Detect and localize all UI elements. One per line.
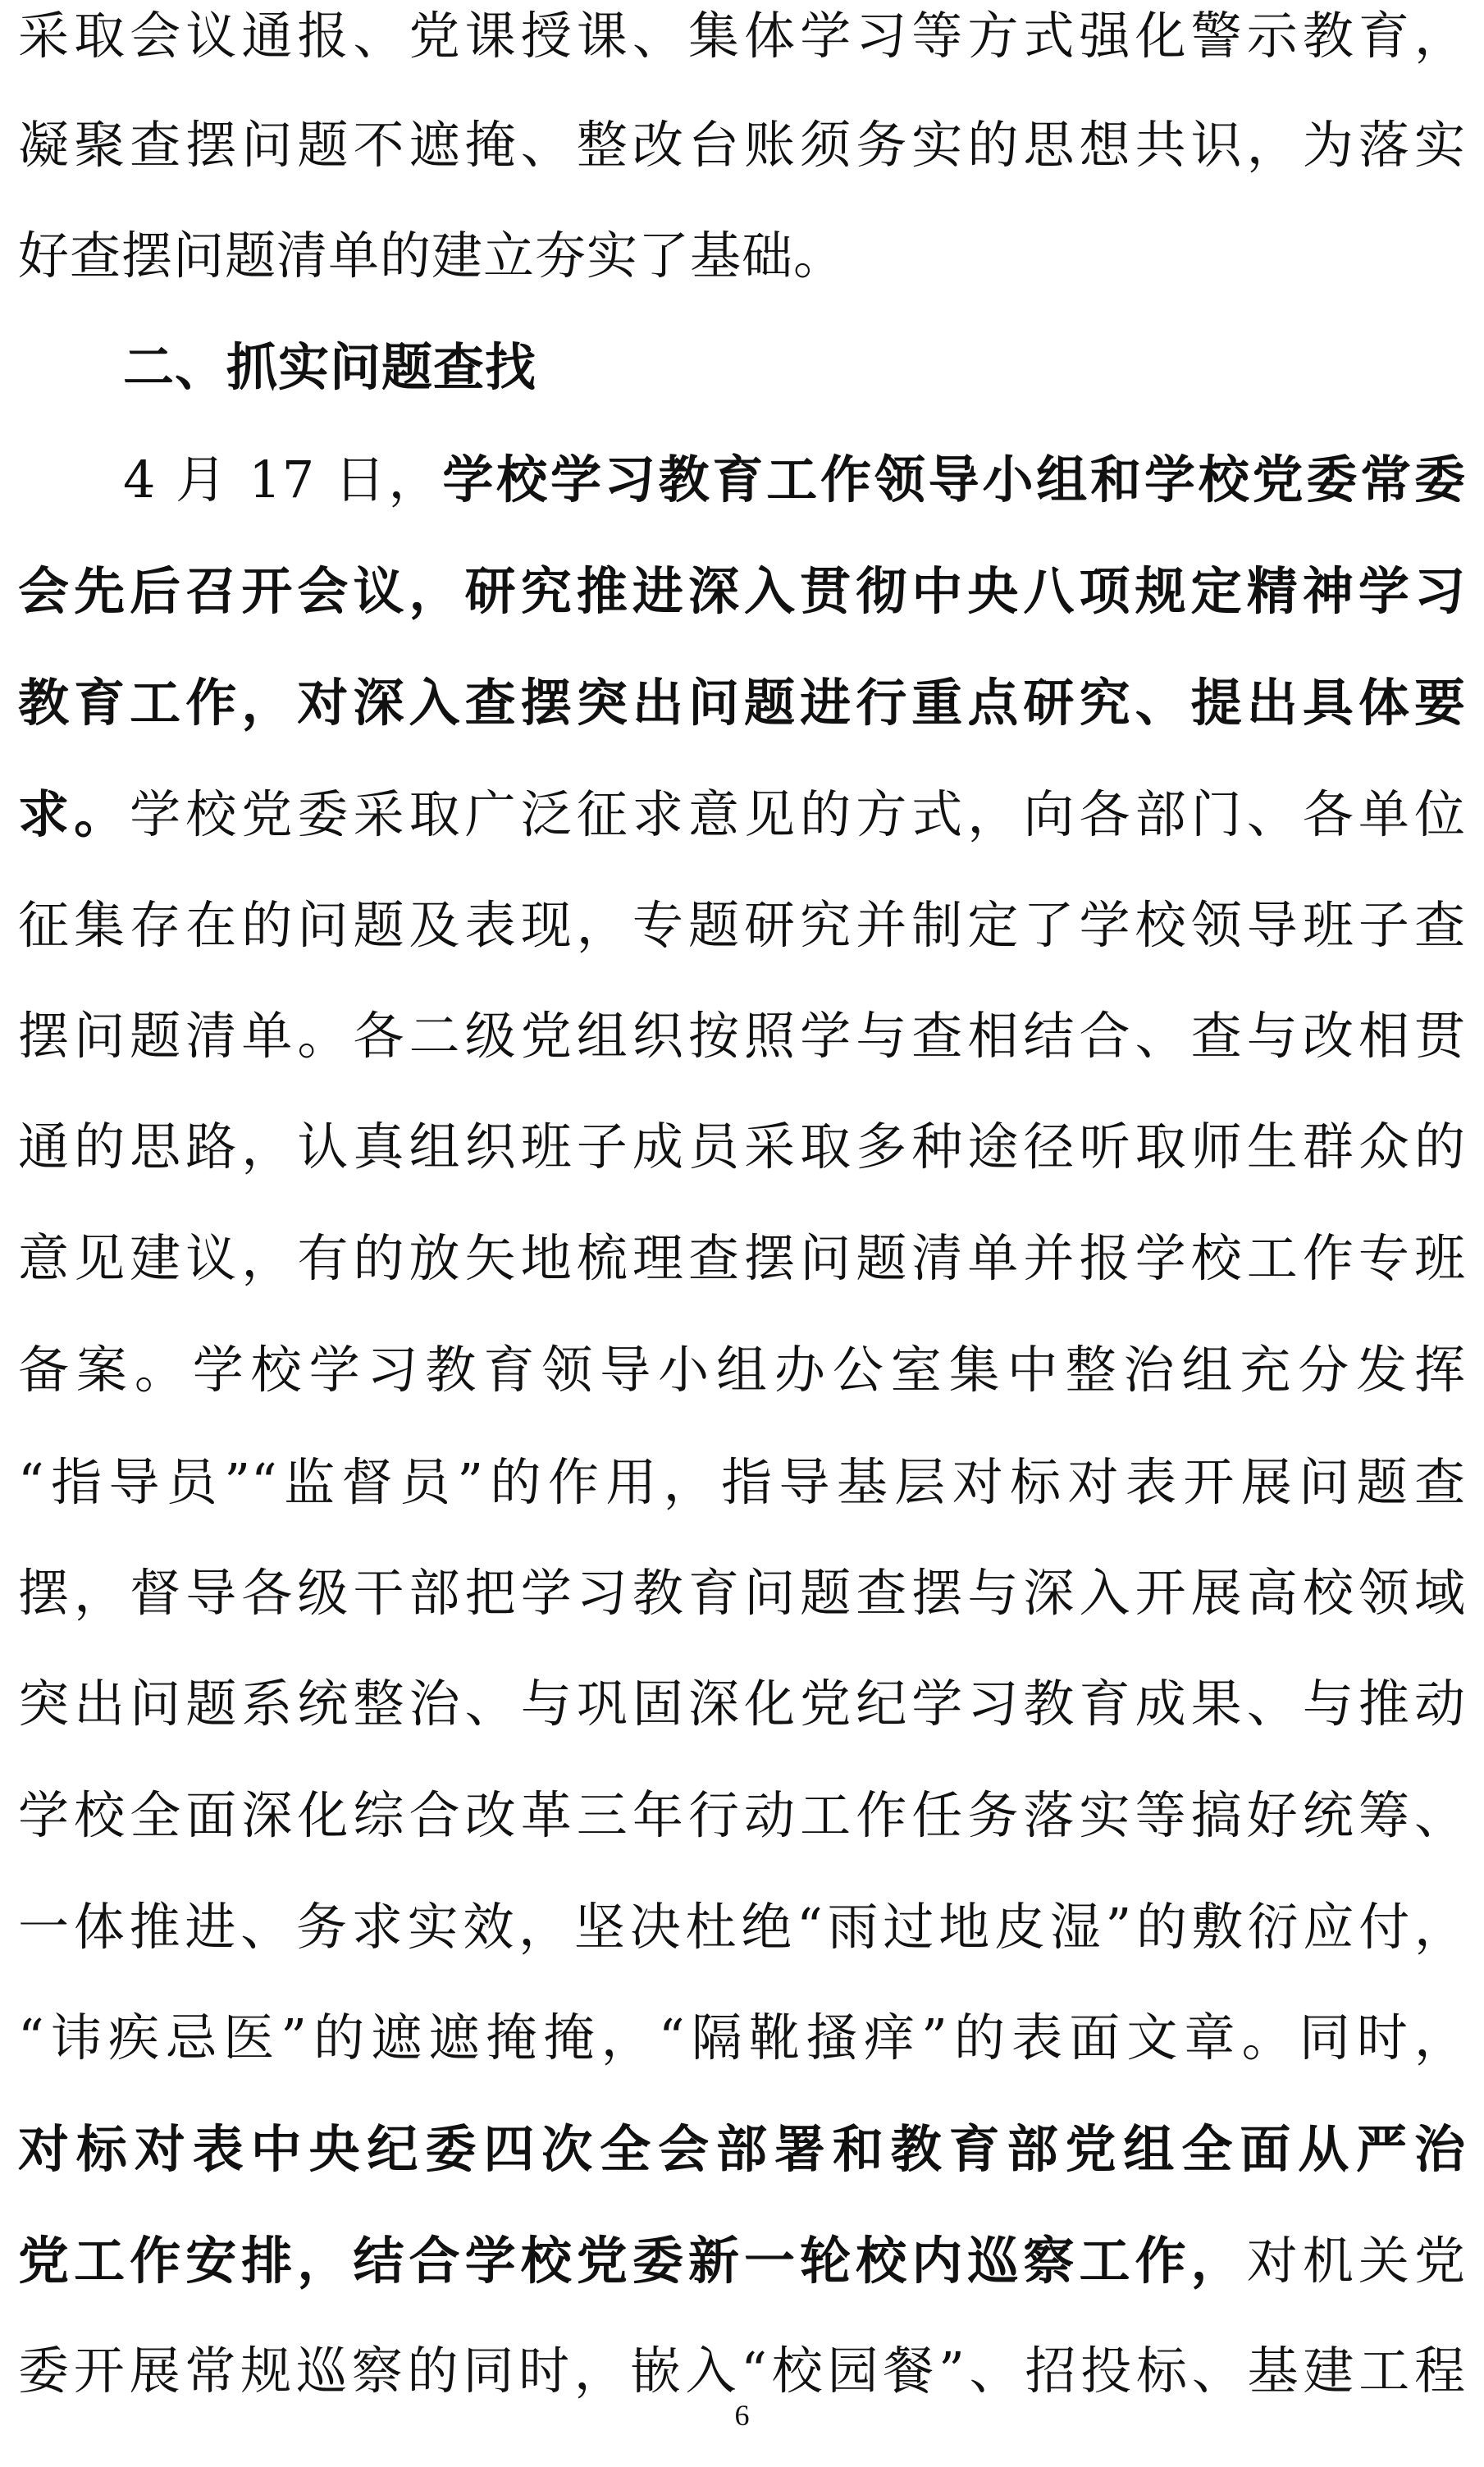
paragraph-line: 会先后召开会议，研究推进深入贯彻中央八项规定精神学习 bbox=[18, 561, 1466, 621]
paragraph-line: 对标对表中央纪委四次全会部署和教育部党组全面从严治 bbox=[18, 2119, 1466, 2179]
paragraph-line: 意见建议，有的放矢地梳理查摆问题清单并报学校工作专班 bbox=[18, 1228, 1466, 1288]
paragraph-line: 学校全面深化综合改革三年行动工作任务落实等搞好统筹、 bbox=[18, 1785, 1466, 1845]
paragraph-line: 备案。学校学习教育领导小组办公室集中整治组充分发挥 bbox=[18, 1340, 1466, 1400]
paragraph-line: 党工作安排，结合学校党委新一轮校内巡察工作，对机关党 bbox=[18, 2231, 1466, 2291]
paragraph-line: 摆，督导各级干部把学习教育问题查摆与深入开展高校领域 bbox=[18, 1563, 1466, 1623]
paragraph-line: 4 月 17 日，学校学习教育工作领导小组和学校党委常委 bbox=[123, 450, 1466, 509]
paragraph-line: 一体推进、务求实效，坚决杜绝“雨过地皮湿”的敷衍应付， bbox=[18, 1897, 1466, 1957]
paragraph-line: 突出问题系统整治、与巩固深化党纪学习教育成果、与推动 bbox=[18, 1674, 1466, 1734]
paragraph-line: 通的思路，认真组织班子成员采取多种途径听取师生群众的 bbox=[18, 1117, 1466, 1176]
paragraph-line: 好查摆问题清单的建立夯实了基础。 bbox=[18, 226, 846, 286]
paragraph-line: 教育工作，对深入查摆突出问题进行重点研究、提出具体要 bbox=[18, 673, 1466, 733]
paragraph-line: 采取会议通报、党课授课、集体学习等方式强化警示教育， bbox=[18, 6, 1466, 66]
page-number: 6 bbox=[734, 2399, 750, 2432]
paragraph-line: 凝聚查摆问题不遮掩、整改台账须务实的思想共识，为落实 bbox=[18, 115, 1466, 175]
section-heading: 二、抓实问题查找 bbox=[123, 337, 537, 397]
paragraph-line: 求。学校党委采取广泛征求意见的方式，向各部门、各单位 bbox=[18, 784, 1466, 844]
paragraph-line: 摆问题清单。各二级党组织按照学与查相结合、查与改相贯 bbox=[18, 1006, 1466, 1066]
paragraph-line: “指导员”“监督员”的作用，指导基层对标对表开展问题查 bbox=[18, 1452, 1466, 1512]
paragraph-line: 征集存在的问题及表现，专题研究并制定了学校领导班子查 bbox=[18, 895, 1466, 955]
paragraph-line: “讳疾忌医”的遮遮掩掩，“隔靴搔痒”的表面文章。同时， bbox=[18, 2008, 1466, 2067]
paragraph-line: 委开展常规巡察的同时，嵌入“校园餐”、招投标、基建工程 bbox=[18, 2341, 1466, 2401]
